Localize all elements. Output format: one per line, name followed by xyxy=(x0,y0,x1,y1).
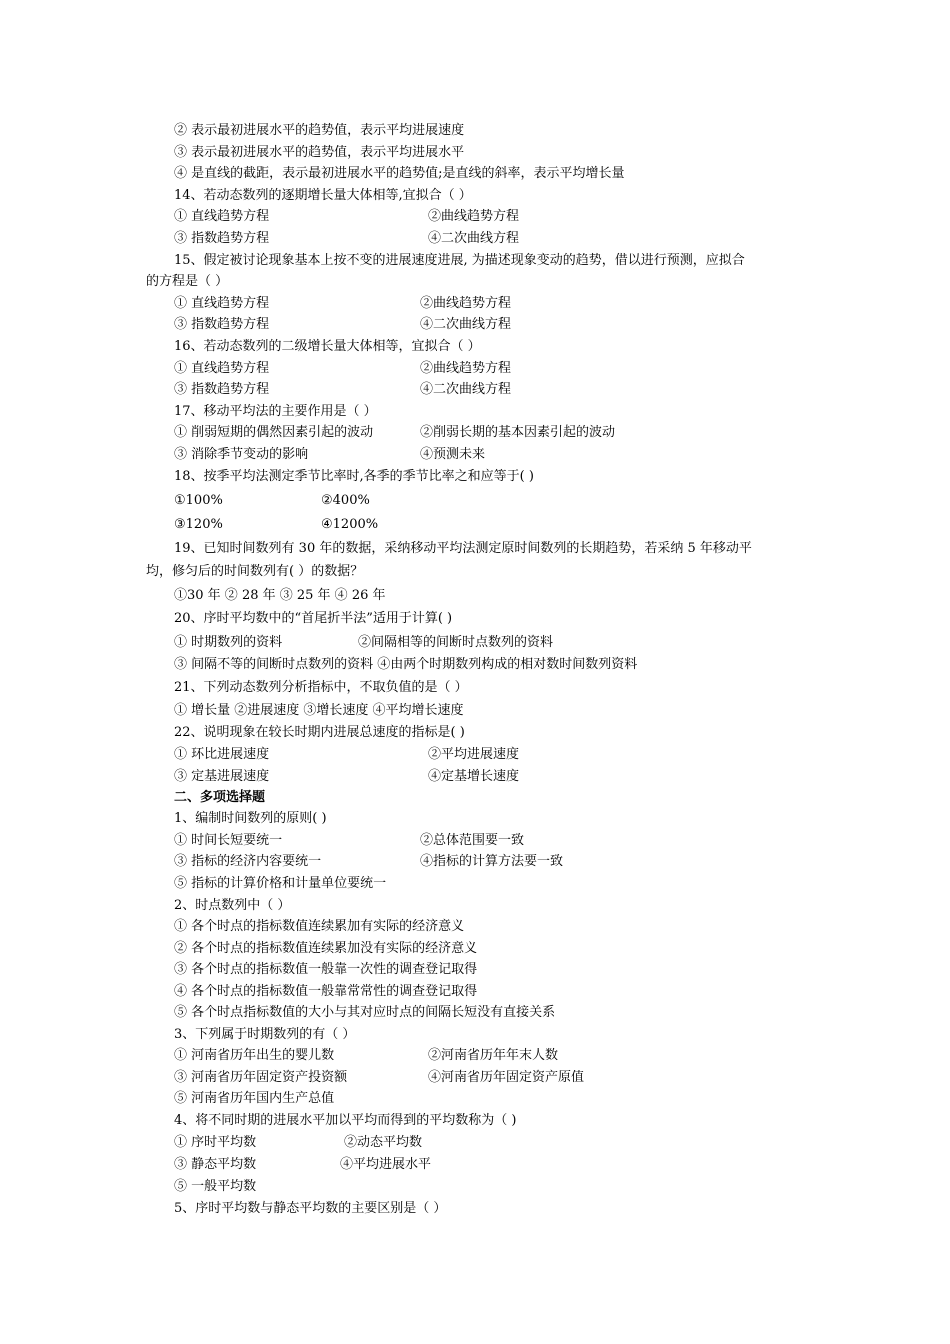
option-line: ⑤ 一般平均数 xyxy=(174,1179,257,1194)
option: ②总体范围要一致 xyxy=(420,833,525,848)
option-row xyxy=(174,295,512,313)
option-row xyxy=(174,208,520,226)
option-row xyxy=(174,492,370,510)
option: ①100% xyxy=(174,493,223,508)
option-line: ③ 表示最初进展水平的趋势值，表示平均进展水平 xyxy=(174,145,465,160)
option: ②曲线趋势方程 xyxy=(420,361,512,376)
option: ① 直线趋势方程 xyxy=(174,296,270,311)
question-14: 14、若动态数列的逐期增长量大体相等,宜拟合（ ） xyxy=(174,188,472,203)
option: ① 时间长短要统一 xyxy=(174,833,283,848)
option-row xyxy=(174,1069,585,1087)
option: ① 直线趋势方程 xyxy=(174,361,270,376)
question-17: 17、移动平均法的主要作用是（ ） xyxy=(174,404,377,419)
option-line: ② 各个时点的指标数值连续累加没有实际的经济意义 xyxy=(174,941,478,956)
option-row xyxy=(174,832,525,850)
question-15: 15、假定被讨论现象基本上按不变的进展速度进展, 为描述现象变动的趋势，借以进行预测，应拟合 xyxy=(174,253,745,268)
question-18: 18、按季平均法测定季节比率时,各季的季节比率之和应等于( ) xyxy=(174,469,534,484)
option-line: ⑤ 各个时点指标数值的大小与其对应时点的间隔长短没有直接关系 xyxy=(174,1005,556,1020)
option-row xyxy=(174,230,520,248)
option-row xyxy=(174,360,512,378)
option: ④河南省历年固定资产原值 xyxy=(428,1070,585,1085)
question-m2: 2、时点数列中（ ） xyxy=(174,898,291,913)
option: ③ 指标的经济内容要统一 xyxy=(174,854,322,869)
option: ④二次曲线方程 xyxy=(420,382,512,397)
question-16: 16、若动态数列的二级增长量大体相等，宜拟合（ ） xyxy=(174,339,481,354)
option: ②动态平均数 xyxy=(344,1135,423,1150)
option: ③ 静态平均数 xyxy=(174,1157,257,1172)
option-row xyxy=(174,1047,559,1065)
option: ②曲线趋势方程 xyxy=(420,296,512,311)
question-m1: 1、编制时间数列的原则( ) xyxy=(174,811,327,826)
option: ②削弱长期的基本因素引起的波动 xyxy=(420,425,616,440)
option: ④定基增长速度 xyxy=(428,769,520,784)
question-m3: 3、下列属于时期数列的有（ ） xyxy=(174,1027,356,1042)
option-line: ④ 是直线的截距，表示最初进展水平的趋势值;是直线的斜率，表示平均增长量 xyxy=(174,166,625,181)
option-row xyxy=(174,1156,432,1174)
option: ③120% xyxy=(174,517,223,532)
option-row xyxy=(174,853,564,871)
option: ④平均进展水平 xyxy=(340,1157,432,1172)
option-row: ③ 间隔不等的间断时点数列的资料 ④由两个时期数列构成的相对数时间数列资料 xyxy=(174,657,638,672)
option: ②河南省历年年末人数 xyxy=(428,1048,559,1063)
option-line: ④ 各个时点的指标数值一般靠常常性的调查登记取得 xyxy=(174,984,478,999)
option: ① 时期数列的资料 xyxy=(174,635,283,650)
option: ③ 消除季节变动的影响 xyxy=(174,447,309,462)
option: ③ 指数趋势方程 xyxy=(174,317,270,332)
question-m4: 4、将不同时期的进展水平加以平均而得到的平均数称为（ ) xyxy=(174,1113,517,1128)
option: ②曲线趋势方程 xyxy=(428,209,520,224)
question-m5: 5、序时平均数与静态平均数的主要区别是（ ） xyxy=(174,1201,447,1216)
option: ④指标的计算方法要一致 xyxy=(420,854,564,869)
option: ① 削弱短期的偶然因素引起的波动 xyxy=(174,425,374,440)
option-line: ③ 各个时点的指标数值一般靠一次性的调查登记取得 xyxy=(174,962,478,977)
option-row xyxy=(174,316,512,334)
option-row xyxy=(174,516,379,534)
option: ① 河南省历年出生的婴儿数 xyxy=(174,1048,335,1063)
option: ③ 指数趋势方程 xyxy=(174,231,270,246)
question-15-wrap: 的方程是（ ） xyxy=(146,274,229,289)
question-21: 21、下列动态数列分析指标中，不取负值的是（ ） xyxy=(174,680,468,695)
question-20: 20、序时平均数中的“首尾折半法”适用于计算( ) xyxy=(174,611,453,626)
option-line: ⑤ 河南省历年国内生产总值 xyxy=(174,1091,335,1106)
option-row: ① 增长量 ②进展速度 ③增长速度 ④平均增长速度 xyxy=(174,703,464,718)
option: ① 直线趋势方程 xyxy=(174,209,270,224)
question-22: 22、说明现象在较长时期内进展总速度的指标是( ) xyxy=(174,725,465,740)
option-row xyxy=(174,381,512,399)
option: ③ 河南省历年固定资产投资额 xyxy=(174,1070,348,1085)
section-heading: 二、多项选择题 xyxy=(174,790,266,805)
option: ① 环比进展速度 xyxy=(174,747,270,762)
option-line: ⑤ 指标的计算价格和计量单位要统一 xyxy=(174,876,387,891)
question-19-wrap: 均，修匀后的时间数列有( ）的数据？ xyxy=(146,564,364,579)
option-row xyxy=(174,424,616,442)
option-row xyxy=(174,746,520,764)
option: ②400% xyxy=(321,493,370,508)
option-line: ① 各个时点的指标数值连续累加有实际的经济意义 xyxy=(174,919,465,934)
option: ① 序时平均数 xyxy=(174,1135,257,1150)
option: ④预测未来 xyxy=(420,447,486,462)
option: ④二次曲线方程 xyxy=(428,231,520,246)
option: ②平均进展速度 xyxy=(428,747,520,762)
option: ④1200% xyxy=(321,517,379,532)
option: ③ 指数趋势方程 xyxy=(174,382,270,397)
option-row xyxy=(174,446,486,464)
option-line: ② 表示最初进展水平的趋势值，表示平均进展速度 xyxy=(174,123,465,138)
option-row xyxy=(174,1134,423,1152)
option: ③ 定基进展速度 xyxy=(174,769,270,784)
option-row xyxy=(174,634,554,652)
option-row xyxy=(174,768,520,786)
option-row: ①30 年 ② 28 年 ③ 25 年 ④ 26 年 xyxy=(174,588,386,603)
option: ④二次曲线方程 xyxy=(420,317,512,332)
question-19: 19、已知时间数列有 30 年的数据，采纳移动平均法测定原时间数列的长期趋势，若采纳 5 年移动平 xyxy=(174,541,752,556)
option: ②间隔相等的间断时点数列的资料 xyxy=(358,635,554,650)
